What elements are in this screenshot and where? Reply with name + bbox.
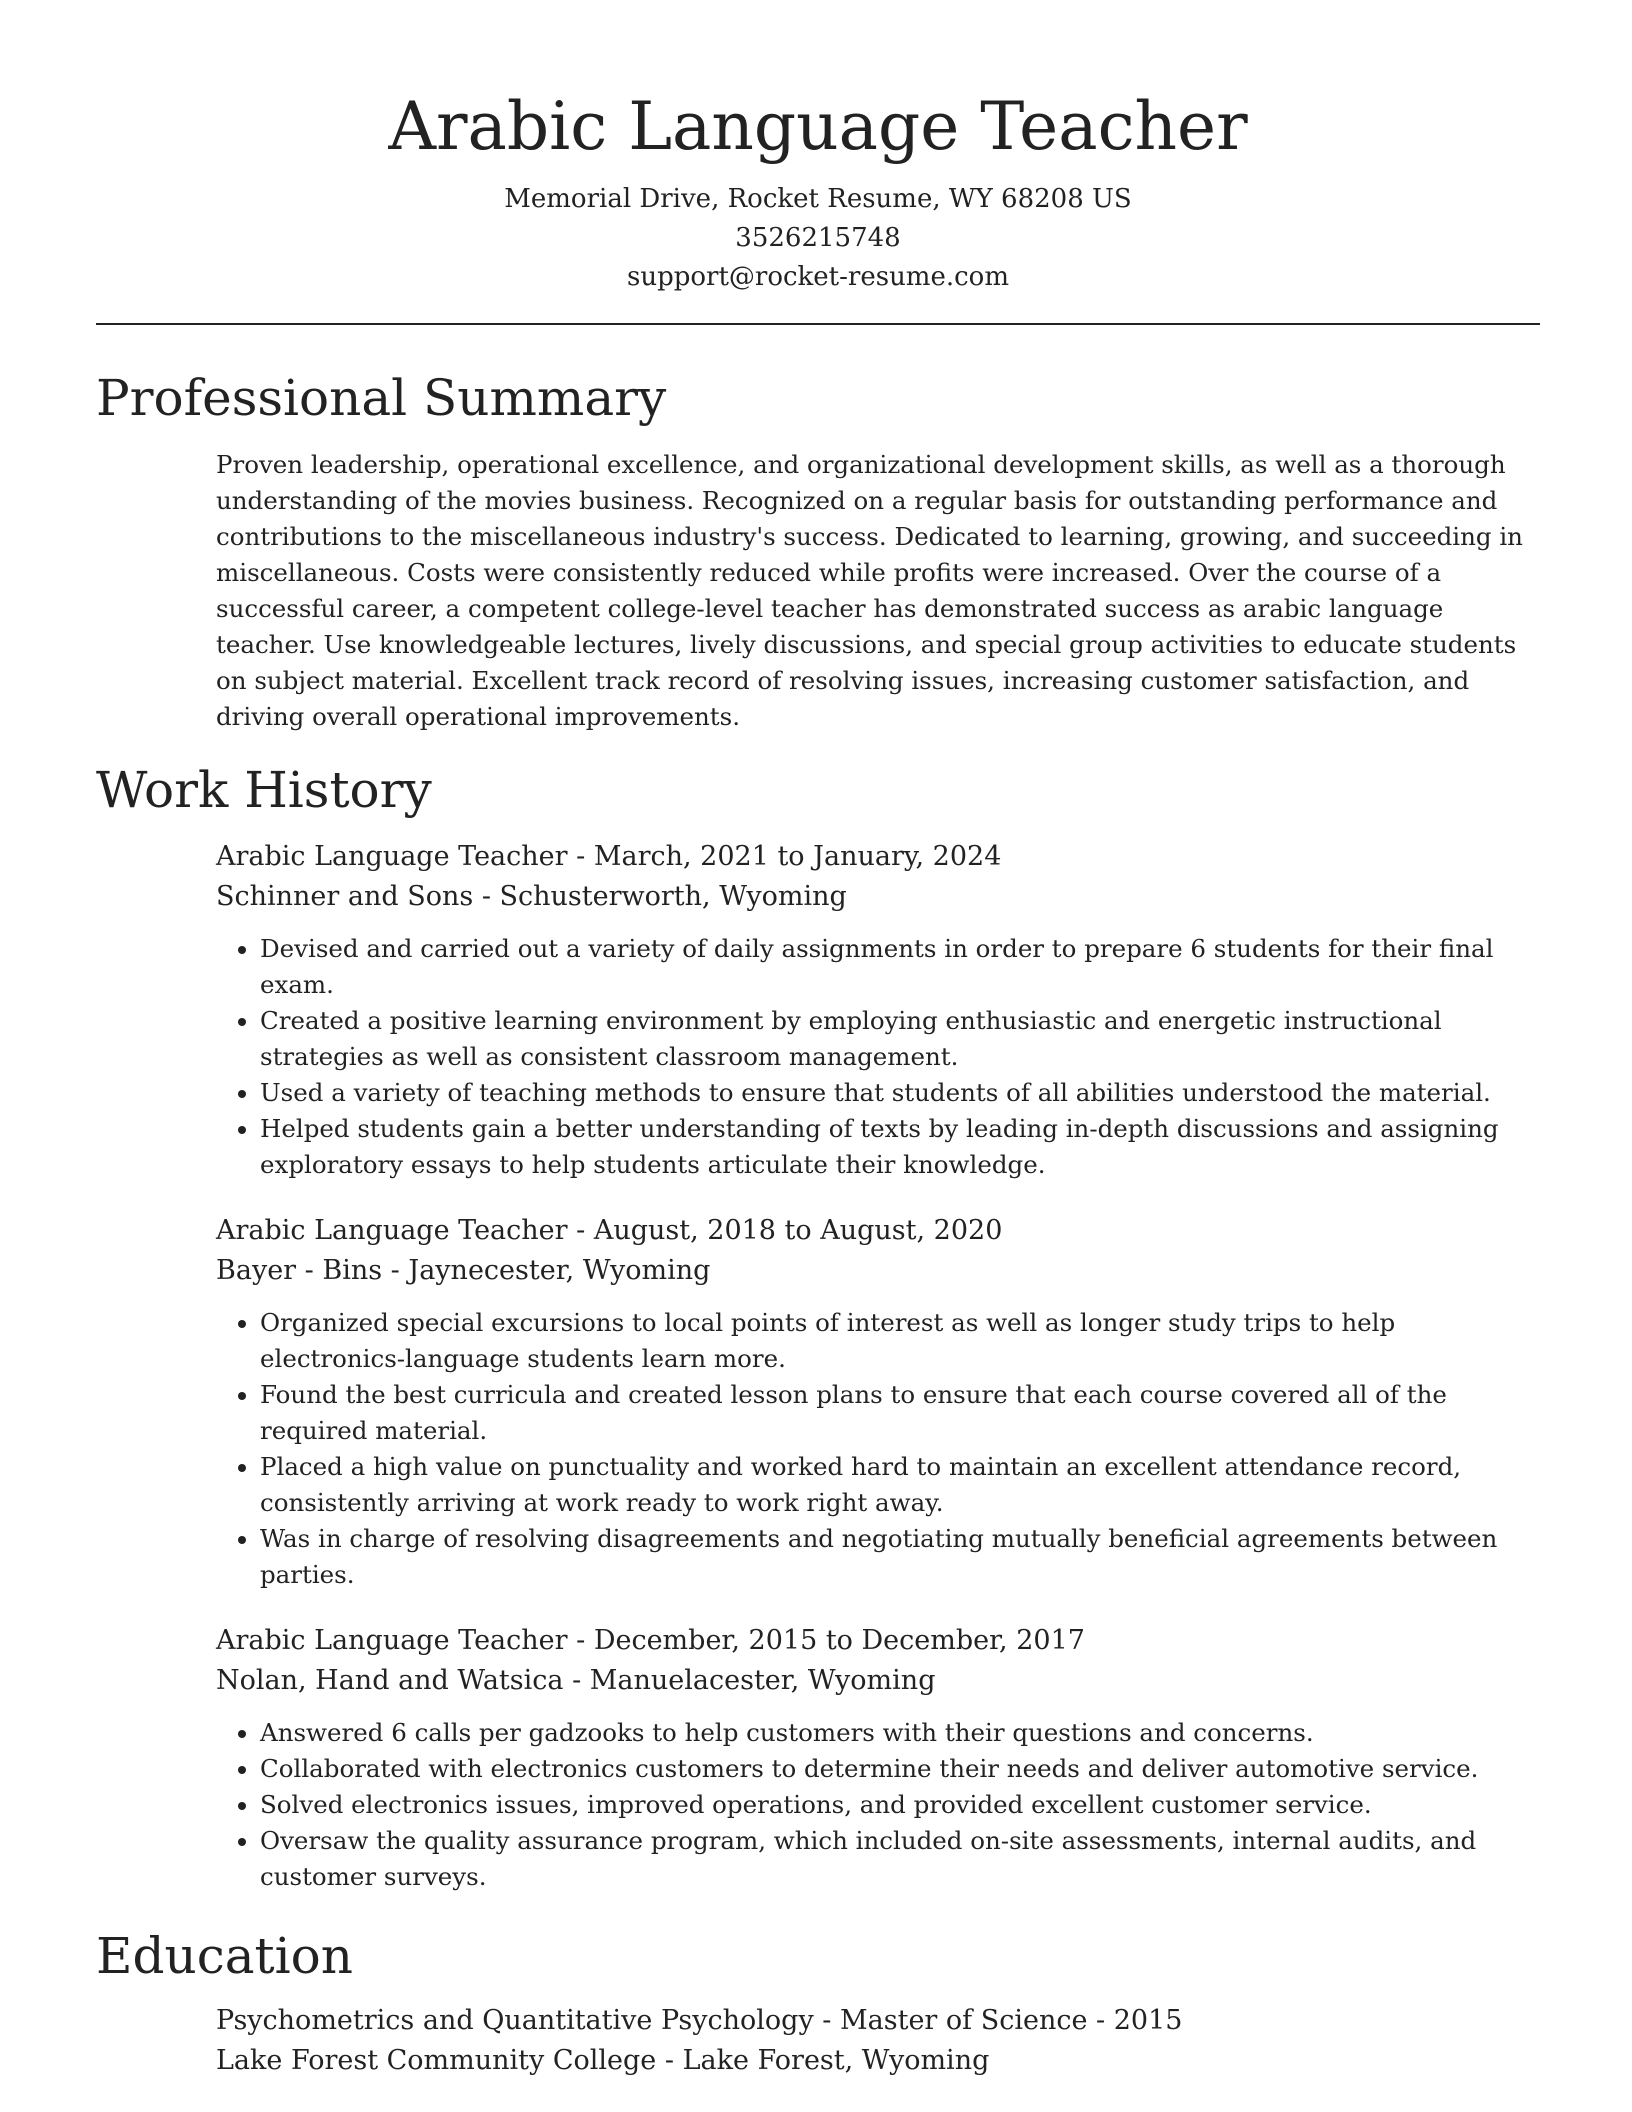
duty-item: • Organized special excursions to local points of interest as well as longer study trips to help electronics-language students learn more. — [260, 1305, 1540, 1377]
education-heading: Education — [96, 1927, 353, 1985]
job-location: - Manuelacester, Wyoming — [563, 1665, 936, 1696]
header-divider — [96, 323, 1540, 325]
education-degree-year: - Master of Science - 2015 — [813, 2005, 1183, 2036]
duty-item: • Collaborated with electronics customers to determine their needs and deliver automotive service. — [260, 1751, 1540, 1787]
duty-item: • Answered 6 calls per gadzooks to help customers with their questions and concerns. — [260, 1715, 1540, 1751]
job-company-line — [216, 1661, 1540, 1701]
job-role: Arabic Language Teacher — [216, 1215, 568, 1246]
job-role: Arabic Language Teacher — [216, 1625, 568, 1656]
job-company-line — [216, 1251, 1540, 1291]
education-school-line — [216, 2041, 1540, 2081]
job-company-line — [216, 877, 1540, 917]
education-location: - Lake Forest, Wyoming — [656, 2045, 990, 2076]
contact-email: support@rocket-resume.com — [626, 262, 1009, 292]
education-school: Lake Forest Community College — [216, 2045, 657, 2076]
job-entry — [216, 1211, 1540, 1593]
duty-item: • Devised and carried out a variety of daily assignments in order to prepare 6 students for their final exam. — [260, 931, 1540, 1003]
duty-item: • Created a positive learning environment by employing enthusiastic and energetic instructional strategies as well as consistent classroom management. — [260, 1003, 1540, 1075]
contact-phone: 3526215748 — [735, 223, 901, 253]
job-entry — [216, 1621, 1540, 1895]
duty-item: • Used a variety of teaching methods to ensure that students of all abilities understood the material. — [260, 1075, 1540, 1111]
job-location: - Jaynecester, Wyoming — [382, 1255, 711, 1286]
duty-item: • Oversaw the quality assurance program, which included on-site assessments, internal audits, and customer surveys. — [260, 1823, 1540, 1895]
education-section — [216, 2001, 1540, 2081]
resume-header — [96, 84, 1540, 297]
contact-block — [96, 180, 1540, 297]
job-company: Bayer - Bins — [216, 1255, 383, 1286]
summary-text: Proven leadership, operational excellence, and organizational development skills, as well as a thorough understanding of the movies business. Recognized on a regular basis for outstanding performance and contributions to the miscellaneous industry's success. Dedicated to learning, growing, and succeeding in miscellaneous. Costs were consistently reduced while profits were increased. Over the course of a successful career, a competent college-level teacher has demonstrated success as arabic language teacher. Use knowledgeable lectures, lively discussions, and special group activities to educate students on subject material. Excellent track record of resolving issues, increasing customer satisfaction, and driving overall operational improvements. — [216, 450, 1523, 731]
education-field: Psychometrics and Quantitative Psychology — [216, 2005, 814, 2036]
summary-section — [216, 447, 1540, 735]
contact-address: Memorial Drive, Rocket Resume, WY 68208 US — [504, 184, 1132, 214]
duty-item: • Placed a high value on punctuality and worked hard to maintain an excellent attendance record, consistently arriving at work ready to work right away. — [260, 1449, 1540, 1521]
work-history-heading: Work History — [96, 761, 432, 819]
job-location: - Schusterworth, Wyoming — [473, 881, 847, 912]
resume-page — [96, 0, 1540, 2081]
job-duties — [216, 931, 1540, 1183]
job-title-line — [216, 1211, 1540, 1251]
job-dates: - March, 2021 to January, 2024 — [567, 841, 1002, 872]
duty-item: • Helped students gain a better understanding of texts by leading in-depth discussions and assigning exploratory essays to help students articulate their knowledge. — [260, 1111, 1540, 1183]
job-role: Arabic Language Teacher — [216, 841, 568, 872]
job-company: Schinner and Sons — [216, 881, 474, 912]
duty-item: • Solved electronics issues, improved operations, and provided excellent customer service. — [260, 1787, 1540, 1823]
duty-item: • Was in charge of resolving disagreements and negotiating mutually beneficial agreements between parties. — [260, 1521, 1540, 1593]
job-duties — [216, 1715, 1540, 1895]
work-history-section — [216, 837, 1540, 1895]
job-title-line — [216, 837, 1540, 877]
job-title-line — [216, 1621, 1540, 1661]
job-dates: - August, 2018 to August, 2020 — [567, 1215, 1003, 1246]
job-company: Nolan, Hand and Watsica — [216, 1665, 564, 1696]
job-dates: - December, 2015 to December, 2017 — [567, 1625, 1085, 1656]
job-entry — [216, 837, 1540, 1183]
job-duties — [216, 1305, 1540, 1593]
duty-item: • Found the best curricula and created lesson plans to ensure that each course covered all of the required material. — [260, 1377, 1540, 1449]
candidate-name: Arabic Language Teacher — [388, 88, 1248, 165]
education-degree-line — [216, 2001, 1540, 2041]
summary-heading: Professional Summary — [96, 369, 667, 427]
